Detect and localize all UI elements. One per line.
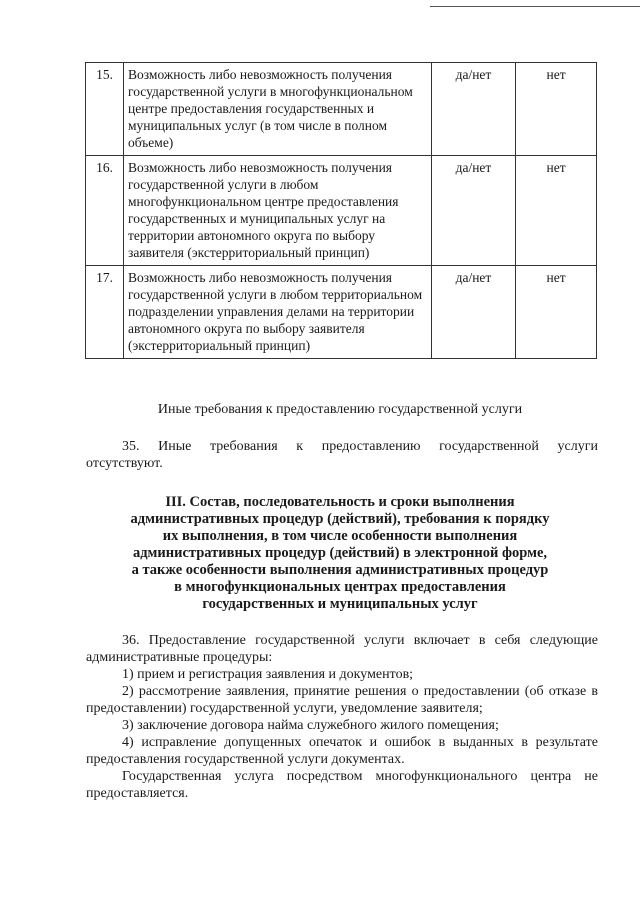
row-value: нет bbox=[516, 63, 597, 156]
row-description: Возможность либо невозможность получения государственной услуги в многофункциональном центре предоставления государственных и муниципальных услуг (в том числе в полном объеме) bbox=[124, 63, 432, 156]
paragraph-35-line1: 35. Иные требования к предоставлению государственной услуги bbox=[122, 439, 598, 454]
top-rule bbox=[430, 6, 640, 7]
row-number: 15. bbox=[86, 63, 124, 156]
paragraph-36-closing: Государственная услуга посредством многофункционального центра не предоставляется. bbox=[86, 769, 598, 801]
section-heading bbox=[100, 494, 580, 613]
requirements-table bbox=[85, 62, 597, 359]
row-value: нет bbox=[516, 156, 597, 266]
list-item: 2) рассмотрение заявления, принятие решения о предоставлении (об отказе в предоставлении) государственной услуги, уведомление заявителя; bbox=[86, 684, 598, 716]
row-description: Возможность либо невозможность получения государственной услуги в любом территориальном подразделении управления делами на территории автономного округа по выбору заявителя (экстерриториальный принцип) bbox=[124, 266, 432, 359]
table-row bbox=[86, 156, 597, 266]
section-heading-line: административных процедур (действий) в электронной форме, bbox=[132, 545, 548, 561]
list-item: 3) заключение договора найма служебного жилого помещения; bbox=[122, 718, 499, 733]
row-options: да/нет bbox=[431, 156, 515, 266]
row-value: нет bbox=[516, 266, 597, 359]
row-description: Возможность либо невозможность получения государственной услуги в любом многофункциональном центре предоставления государственных и муниципальных услуг на территории автономного округа по выбору заявителя (экстерриториальный принцип) bbox=[124, 156, 432, 266]
row-options: да/нет bbox=[431, 63, 515, 156]
paragraph-35 bbox=[86, 438, 598, 472]
section-heading-line: III. Состав, последовательность и сроки выполнения bbox=[165, 494, 515, 510]
list-item: 1) прием и регистрация заявления и документов; bbox=[122, 667, 414, 682]
list-item: 4) исправление допущенных опечаток и ошибок в выданных в результате предоставления государственной услуги документах. bbox=[86, 735, 598, 767]
row-number: 16. bbox=[86, 156, 124, 266]
section-heading-line: административных процедур (действий), требования к порядку bbox=[130, 511, 550, 527]
section-heading-line: их выполнения, в том числе особенности выполнения bbox=[162, 528, 518, 544]
row-options: да/нет bbox=[431, 266, 515, 359]
section-heading-line: в многофункциональных центрах предоставления bbox=[174, 579, 506, 595]
subheading: Иные требования к предоставлению государственной услуги bbox=[157, 402, 523, 417]
table-row bbox=[86, 266, 597, 359]
paragraph-35-line2: отсутствуют. bbox=[86, 456, 163, 471]
section-heading-line: а также особенности выполнения административных процедур bbox=[131, 562, 549, 578]
paragraph-36 bbox=[86, 632, 598, 802]
section-heading-line: государственных и муниципальных услуг bbox=[202, 596, 478, 612]
paragraph-36-intro: 36. Предоставление государственной услуги включает в себя следующие административные процедуры: bbox=[86, 633, 598, 665]
row-number: 17. bbox=[86, 266, 124, 359]
table-row bbox=[86, 63, 597, 156]
